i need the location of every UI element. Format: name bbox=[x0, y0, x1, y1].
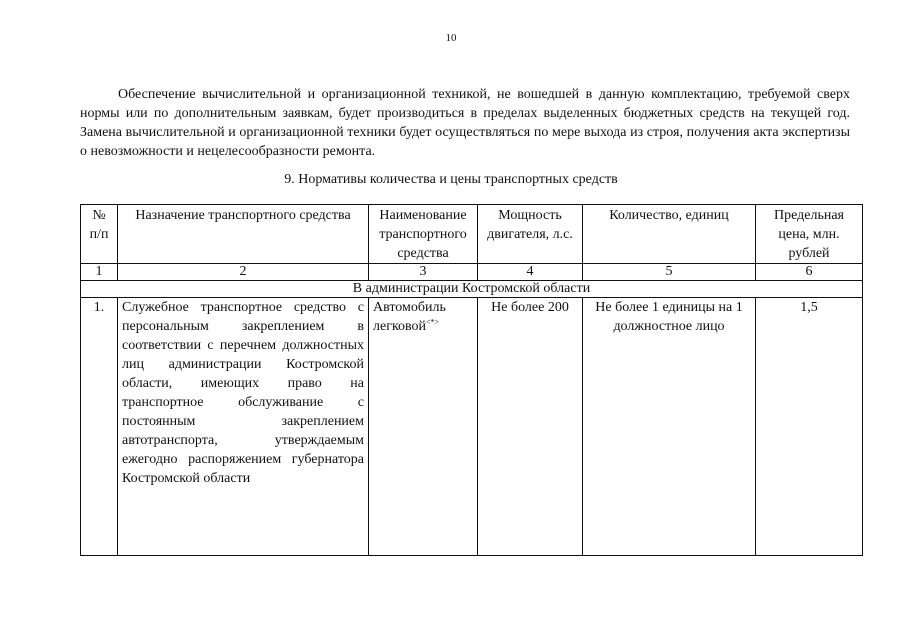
row-price: 1,5 bbox=[756, 298, 863, 556]
group-title: В администрации Костромской области bbox=[81, 281, 863, 298]
header-engine-power: Мощность двигателя, л.с. bbox=[478, 205, 583, 264]
header-number: № п/п bbox=[81, 205, 118, 264]
row-purpose: Служебное транспортное средство с персональным закреплением в соответствии с перечнем должностных лиц администрации Костромской области, имеющих право на транспортное обслуживание с постоянным закреплением автотранспорта, утверждаемым ежегодно распоряжением губернатора Костромской области bbox=[118, 298, 369, 556]
column-number: 2 bbox=[118, 264, 369, 281]
intro-paragraph: Обеспечение вычислительной и организационной техникой, не вошедшей в данную комплектацию, требуемой сверх нормы или по дополнительным заявкам, будет производиться в пределах выделенных бюджетных средств на текущей год. Замена вычислительной и организационной техники будет осуществляться по мере выхода из строя, получения акта экспертизы о невозможности и нецелесообразности ремонта. bbox=[80, 87, 850, 159]
header-max-price: Предельная цена, млн. рублей bbox=[756, 205, 863, 264]
row-number: 1. bbox=[81, 298, 118, 556]
column-number: 4 bbox=[478, 264, 583, 281]
row-quantity: Не более 1 единицы на 1 должностное лицо bbox=[583, 298, 756, 556]
section-title: 9. Нормативы количества и цены транспортных средств bbox=[284, 172, 618, 187]
column-number: 6 bbox=[756, 264, 863, 281]
transport-norms-table bbox=[80, 204, 863, 556]
row-power: Не более 200 bbox=[478, 298, 583, 556]
column-number: 5 bbox=[583, 264, 756, 281]
header-purpose: Назначение транспортного средства bbox=[118, 205, 369, 264]
header-quantity: Количество, единиц bbox=[583, 205, 756, 264]
column-number: 1 bbox=[81, 264, 118, 281]
row-vehicle-cell bbox=[369, 298, 478, 556]
row-vehicle: Автомобиль легковой bbox=[373, 300, 446, 334]
footnote-marker: <*> bbox=[426, 317, 440, 327]
header-vehicle-name: Наименование транспортного средства bbox=[369, 205, 478, 264]
group-row bbox=[81, 281, 863, 298]
column-number: 3 bbox=[369, 264, 478, 281]
column-number-row bbox=[81, 264, 863, 281]
table-header-row bbox=[81, 205, 863, 264]
table-row bbox=[81, 298, 863, 556]
page-number: 10 bbox=[445, 32, 457, 44]
